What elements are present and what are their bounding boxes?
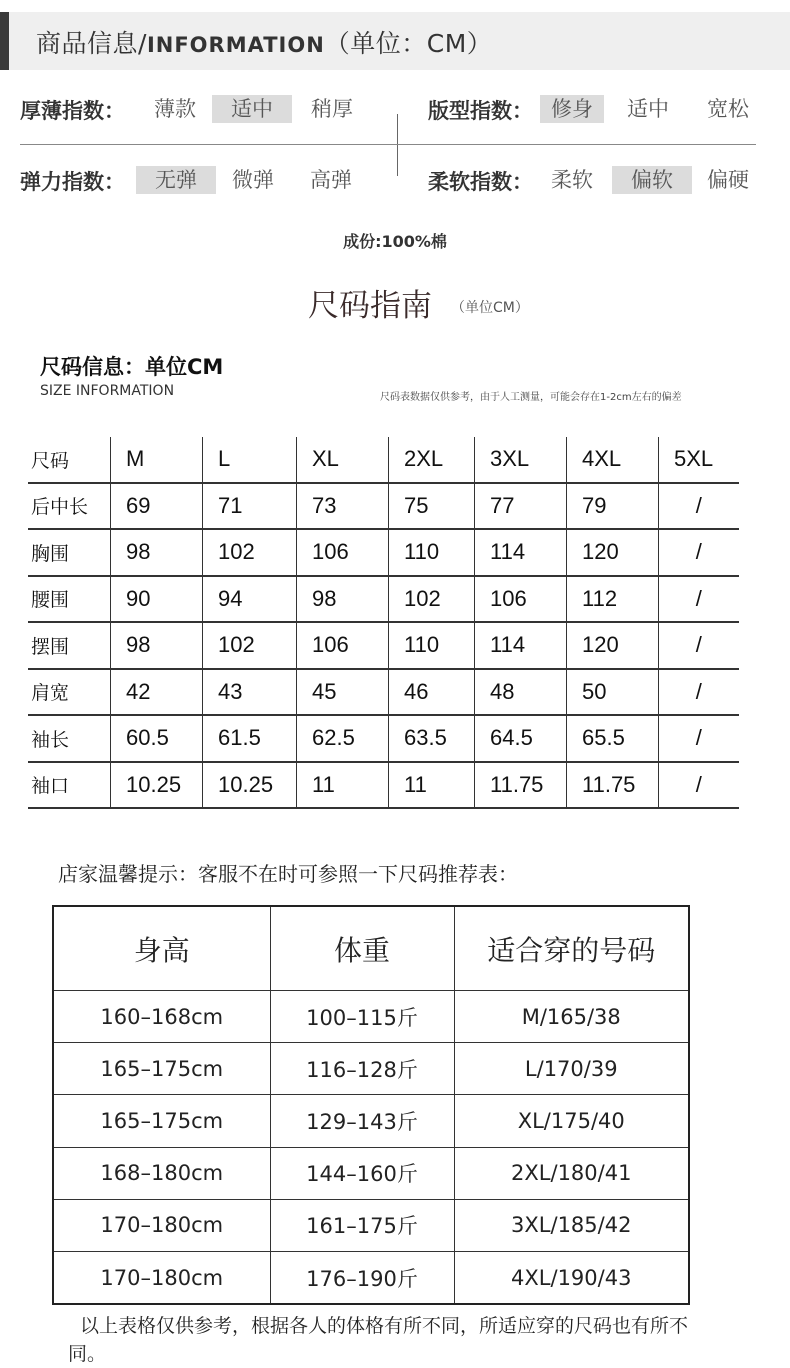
size-cell: 110	[389, 622, 475, 669]
size-cell: 102	[203, 529, 297, 576]
recommend-size-cell: 3XL/185/42	[454, 1199, 689, 1251]
size-header-cell: L	[203, 437, 297, 483]
recommend-size-cell: XL/175/40	[454, 1095, 689, 1147]
recommend-weight-cell: 129–143斤	[270, 1095, 454, 1147]
size-header-cell: XL	[297, 437, 389, 483]
fit-option-regular: 适中	[627, 97, 669, 121]
size-cell: 11	[297, 762, 389, 809]
size-row-label: 摆围	[28, 622, 111, 669]
recommend-table	[52, 905, 690, 1305]
size-cell: 45	[297, 669, 389, 716]
size-cell: 64.5	[475, 715, 567, 762]
size-cell: 50	[567, 669, 659, 716]
size-cell: 71	[203, 483, 297, 530]
size-cell: 10.25	[203, 762, 297, 809]
size-cell: 102	[389, 576, 475, 623]
recommend-header-height: 身高	[53, 906, 270, 991]
size-cell: 69	[111, 483, 203, 530]
softness-index-label: 柔软指数：	[428, 170, 533, 194]
recommend-size-cell: 2XL/180/41	[454, 1147, 689, 1199]
index-vertical-divider	[397, 114, 398, 176]
recommend-weight-cell: 176–190斤	[270, 1251, 454, 1304]
size-cell: /	[659, 622, 739, 669]
recommend-height-cell: 168–180cm	[53, 1147, 270, 1199]
recommend-height-cell: 170–180cm	[53, 1199, 270, 1251]
size-cell: /	[659, 483, 739, 530]
size-table-row	[28, 483, 739, 530]
size-cell: /	[659, 576, 739, 623]
header-title-unit: （单位：CM）	[324, 29, 493, 58]
size-cell: /	[659, 762, 739, 809]
thickness-option-thick: 稍厚	[311, 97, 353, 121]
size-guide-unit: （单位CM）	[451, 300, 529, 316]
size-table-row	[28, 622, 739, 669]
footer-note: 以上表格仅供参考，根据各人的体格有所不同，所适应穿的尺码也有所不同。	[68, 1315, 689, 1365]
thickness-index-label: 厚薄指数：	[20, 99, 125, 123]
size-cell: 114	[475, 622, 567, 669]
recommend-row	[53, 1199, 689, 1251]
recommend-height-cell: 165–175cm	[53, 1043, 270, 1095]
recommend-height-cell: 165–175cm	[53, 1095, 270, 1147]
size-cell: 98	[111, 622, 203, 669]
recommend-header-row	[53, 906, 689, 991]
recommend-row	[53, 1043, 689, 1095]
size-cell: /	[659, 669, 739, 716]
recommend-height-cell: 170–180cm	[53, 1251, 270, 1304]
size-cell: 42	[111, 669, 203, 716]
size-info-subtitle: SIZE INFORMATION	[40, 383, 175, 399]
softness-option-hard: 偏硬	[707, 168, 749, 192]
size-cell: 106	[475, 576, 567, 623]
size-cell: /	[659, 529, 739, 576]
size-table-row	[28, 529, 739, 576]
size-cell: 73	[297, 483, 389, 530]
size-cell: 120	[567, 622, 659, 669]
size-cell: 60.5	[111, 715, 203, 762]
fit-option-slim: 修身	[540, 95, 604, 123]
size-cell: 114	[475, 529, 567, 576]
size-row-label: 袖长	[28, 715, 111, 762]
recommend-height-cell: 160–168cm	[53, 991, 270, 1043]
size-cell: 48	[475, 669, 567, 716]
recommend-weight-cell: 161–175斤	[270, 1199, 454, 1251]
index-horizontal-divider	[20, 144, 756, 145]
softness-option-slightly-soft: 偏软	[612, 166, 692, 194]
elasticity-option-slight: 微弹	[232, 168, 274, 192]
recommend-header-weight: 体重	[270, 906, 454, 991]
size-cell: 11	[389, 762, 475, 809]
size-cell: 65.5	[567, 715, 659, 762]
size-table-row	[28, 715, 739, 762]
size-cell: 102	[203, 622, 297, 669]
size-row-label: 袖口	[28, 762, 111, 809]
size-cell: 77	[475, 483, 567, 530]
size-header-row	[28, 437, 739, 483]
size-header-cell: 尺码	[28, 437, 111, 483]
elasticity-index-label: 弹力指数：	[20, 170, 125, 194]
size-cell: 43	[203, 669, 297, 716]
size-cell: 46	[389, 669, 475, 716]
size-header-cell: 2XL	[389, 437, 475, 483]
composition-text: 成份:100%棉	[343, 232, 447, 251]
size-row-label: 胸围	[28, 529, 111, 576]
size-header-cell: 3XL	[475, 437, 567, 483]
store-tip: 店家温馨提示：客服不在时可参照一下尺码推荐表：	[58, 862, 518, 886]
recommend-weight-cell: 144–160斤	[270, 1147, 454, 1199]
recommend-size-cell: L/170/39	[454, 1043, 689, 1095]
size-cell: /	[659, 715, 739, 762]
recommend-size-cell: 4XL/190/43	[454, 1251, 689, 1304]
size-guide-title: 尺码指南	[308, 288, 432, 324]
size-cell: 11.75	[567, 762, 659, 809]
size-cell: 75	[389, 483, 475, 530]
thickness-option-thin: 薄款	[154, 97, 196, 121]
elasticity-option-none: 无弹	[136, 166, 216, 194]
size-cell: 120	[567, 529, 659, 576]
size-table-row	[28, 669, 739, 716]
header-title-cn: 商品信息/	[36, 29, 147, 58]
size-cell: 90	[111, 576, 203, 623]
header-title-en: INFORMATION	[146, 33, 325, 57]
header-title	[36, 24, 492, 60]
size-info-title: 尺码信息：单位CM	[40, 355, 224, 379]
size-cell: 62.5	[297, 715, 389, 762]
recommend-weight-cell: 116–128斤	[270, 1043, 454, 1095]
recommend-size-cell: M/165/38	[454, 991, 689, 1043]
recommend-row	[53, 1095, 689, 1147]
thickness-option-medium: 适中	[212, 95, 292, 123]
size-row-label: 肩宽	[28, 669, 111, 716]
softness-option-soft: 柔软	[551, 168, 593, 192]
size-cell: 10.25	[111, 762, 203, 809]
size-cell: 112	[567, 576, 659, 623]
size-cell: 11.75	[475, 762, 567, 809]
size-cell: 79	[567, 483, 659, 530]
size-cell: 106	[297, 529, 389, 576]
recommend-row	[53, 991, 689, 1043]
fit-option-loose: 宽松	[707, 97, 749, 121]
size-header-cell: 5XL	[659, 437, 739, 483]
size-table-row	[28, 762, 739, 809]
recommend-weight-cell: 100–115斤	[270, 991, 454, 1043]
fit-index-label: 版型指数：	[428, 99, 533, 123]
size-cell: 94	[203, 576, 297, 623]
size-row-label: 后中长	[28, 483, 111, 530]
size-cell: 63.5	[389, 715, 475, 762]
size-cell: 98	[297, 576, 389, 623]
size-cell: 61.5	[203, 715, 297, 762]
recommend-row	[53, 1251, 689, 1304]
header-accent-bar	[0, 12, 9, 70]
recommend-header-size: 适合穿的号码	[454, 906, 689, 991]
size-row-label: 腰围	[28, 576, 111, 623]
size-table	[28, 437, 739, 809]
size-header-cell: 4XL	[567, 437, 659, 483]
recommend-row	[53, 1147, 689, 1199]
elasticity-option-high: 高弹	[310, 168, 352, 192]
size-cell: 110	[389, 529, 475, 576]
size-cell: 106	[297, 622, 389, 669]
size-table-row	[28, 576, 739, 623]
size-info-note: 尺码表数据仅供参考，由于人工测量，可能会存在1-2cm左右的偏差	[380, 392, 682, 403]
size-header-cell: M	[111, 437, 203, 483]
size-cell: 98	[111, 529, 203, 576]
